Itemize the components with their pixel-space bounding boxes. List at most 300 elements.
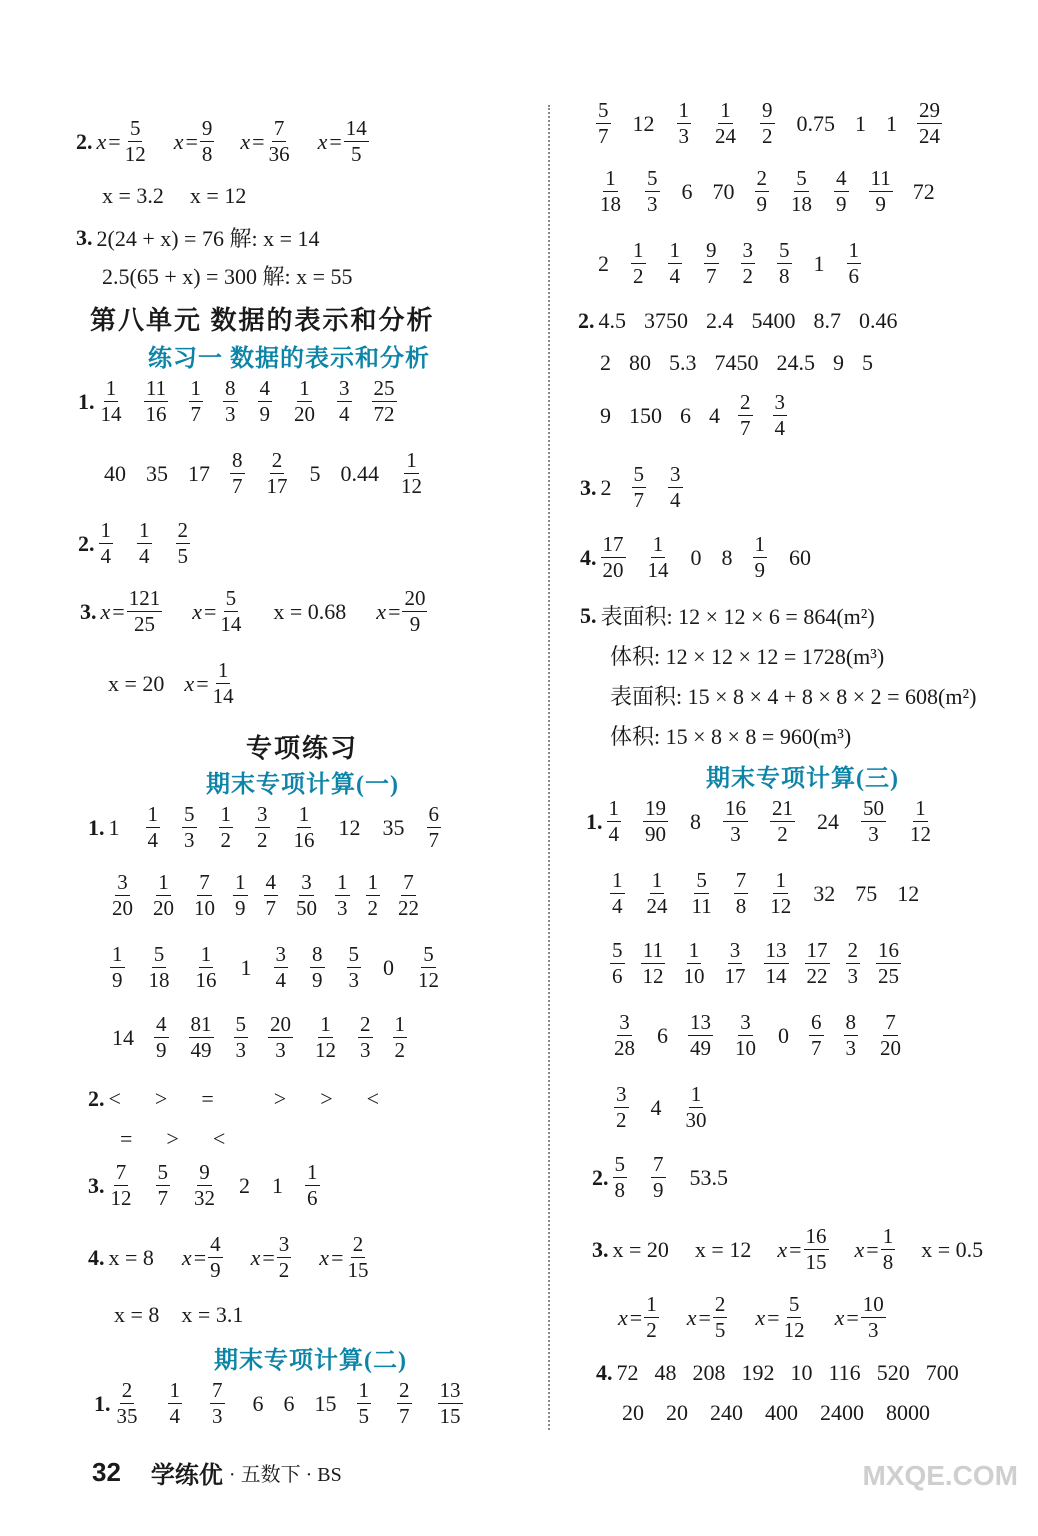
numerator: 1 [307, 1160, 318, 1184]
fraction [189, 1014, 214, 1061]
equals-sign: = [196, 670, 209, 696]
denominator: 10 [683, 964, 705, 988]
denominator: 9 [409, 612, 421, 636]
denominator: 6 [307, 1186, 318, 1210]
denominator: 3 [337, 896, 348, 920]
numerator: 1 [612, 868, 623, 892]
fraction [713, 100, 738, 147]
left-q3-row2 [102, 260, 371, 291]
denominator: 2 [616, 1108, 627, 1132]
answer-value: x = 12 [694, 1236, 752, 1262]
equals-sign: = [698, 1304, 711, 1330]
denominator: 6 [612, 964, 623, 988]
answer-value: x = 12 [189, 183, 247, 208]
equation-answer [240, 118, 291, 165]
question-number: 3. [580, 474, 597, 500]
denominator: 9 [836, 192, 847, 216]
numerator: 2 [360, 1012, 371, 1036]
brand-name: 学练优 [150, 1463, 223, 1489]
c1-q1-row4 [112, 1014, 427, 1061]
fraction [645, 870, 670, 917]
answer-value: 4 [709, 402, 720, 428]
answer-value: 0.46 [859, 308, 898, 333]
variable: x [240, 128, 251, 154]
answer-value: 70 [712, 178, 735, 204]
fraction [646, 534, 671, 581]
numerator: 14 [345, 116, 367, 140]
answer-value: 15 [314, 1390, 337, 1416]
numerator: 5 [647, 166, 658, 190]
numerator: 19 [645, 796, 666, 820]
denominator: 2 [646, 1318, 657, 1342]
numerator: 1 [367, 870, 378, 894]
fraction [110, 944, 125, 991]
answer-value: > [320, 1086, 333, 1111]
numerator: 8 [312, 942, 323, 966]
numerator: 3 [117, 870, 128, 894]
r-q5-line-4 [610, 720, 869, 751]
numerator: 3 [301, 870, 312, 894]
fraction [277, 1234, 292, 1281]
numerator: 1 [915, 796, 926, 820]
fraction [684, 1084, 709, 1131]
variable: x [100, 598, 111, 624]
denominator: 4 [774, 416, 785, 440]
fraction [755, 168, 770, 215]
denominator: 90 [645, 822, 666, 846]
c3-q4-row2 [622, 1400, 952, 1426]
numerator: 1 [608, 796, 619, 820]
equals-sign: = [866, 1236, 879, 1262]
numerator: 5 [788, 1292, 800, 1316]
fraction [210, 1380, 225, 1427]
denominator: 9 [112, 968, 123, 992]
page-footer [92, 1455, 342, 1490]
numerator: 5 [348, 942, 359, 966]
numerator: 1 [651, 868, 663, 892]
equals-sign: = [789, 1236, 802, 1262]
fraction [713, 1294, 728, 1341]
fraction [137, 520, 152, 567]
denominator: 36 [268, 142, 290, 166]
fraction [99, 378, 124, 425]
answer-value: x = 3.1 [181, 1302, 244, 1327]
denominator: 25 [133, 612, 155, 636]
denominator: 3 [845, 1036, 856, 1060]
fraction [704, 240, 719, 287]
numerator: 3 [774, 390, 785, 414]
numerator: 3 [616, 1082, 627, 1106]
equals-sign: = [262, 1244, 275, 1270]
denominator: 15 [347, 1258, 369, 1282]
numerator: 2 [271, 448, 283, 472]
c2-q1-row [94, 1380, 489, 1427]
fraction [601, 534, 626, 581]
answer-value: 1 [240, 954, 252, 980]
answer-value: 2(24 + x) = 76 解: x = 14 [96, 226, 320, 251]
numerator: 7 [212, 1378, 223, 1402]
numerator: 4 [210, 1232, 221, 1256]
answer-value: 3750 [644, 308, 688, 333]
u8-q1-row2 [104, 450, 442, 497]
question-number: 4. [596, 1360, 613, 1385]
variable: x [777, 1236, 788, 1262]
fraction [847, 240, 862, 287]
numerator: 3 [275, 942, 286, 966]
fraction [612, 1012, 637, 1059]
numerator: 5 [779, 238, 790, 262]
denominator: 7 [428, 828, 439, 852]
numerator: 20 [404, 586, 426, 610]
numerator: 1 [158, 870, 169, 894]
answer-value: > [273, 1086, 287, 1111]
numerator: 5 [225, 586, 237, 610]
equals-sign: = [112, 598, 125, 624]
denominator: 3 [225, 402, 236, 426]
numerator: 16 [878, 938, 899, 962]
fraction [358, 1014, 373, 1061]
denominator: 2 [633, 264, 644, 288]
denominator: 9 [259, 402, 270, 426]
fraction [804, 1226, 829, 1273]
numerator: 13 [765, 938, 787, 962]
denominator: 22 [806, 964, 828, 988]
fraction [366, 872, 381, 919]
fraction [645, 168, 660, 215]
fraction [230, 450, 245, 497]
numerator: 16 [725, 796, 746, 820]
denominator: 35 [116, 1404, 138, 1428]
denominator: 7 [811, 1036, 822, 1060]
numerator: 5 [157, 1160, 168, 1184]
question-number: 2. [592, 1164, 609, 1190]
c1-q1-row3 [110, 944, 459, 991]
equation-answer [182, 1234, 223, 1281]
r-q2-row3 [600, 392, 807, 439]
numerator: 2 [740, 390, 751, 414]
numerator: 13 [690, 1010, 711, 1034]
numerator: 4 [259, 376, 270, 400]
denominator: 10 [194, 896, 215, 920]
equals-sign: = [767, 1304, 780, 1330]
denominator: 18 [148, 968, 170, 992]
denominator: 2 [278, 1258, 290, 1282]
numerator: 3 [742, 238, 753, 262]
c3-q1-row5 [614, 1084, 727, 1131]
fraction [643, 798, 668, 845]
fraction [734, 870, 749, 917]
fraction [335, 872, 350, 919]
fraction [846, 940, 861, 987]
answer-value: = [120, 1126, 133, 1151]
answer-value: 6 [680, 402, 691, 428]
variable: x [250, 1244, 261, 1270]
denominator: 20 [880, 1036, 901, 1060]
fraction [396, 872, 421, 919]
numerator: 1 [100, 518, 111, 542]
fraction [438, 1380, 463, 1427]
equation-answer [174, 118, 215, 165]
answer-value: 4.5 [598, 308, 626, 333]
denominator: 2 [742, 264, 753, 288]
fraction [834, 168, 849, 215]
numerator: 1 [605, 166, 616, 190]
denominator: 8 [882, 1250, 894, 1274]
numerator: 5 [598, 98, 609, 122]
equals-sign: = [331, 1244, 344, 1270]
denominator: 20 [153, 896, 174, 920]
fraction [805, 940, 830, 987]
numerator: 1 [112, 942, 123, 966]
denominator: 9 [156, 1038, 167, 1062]
numerator: 5 [614, 1152, 625, 1176]
numerator: 8 [232, 448, 243, 472]
u8-q3-row2 [108, 660, 254, 707]
numerator: 1 [139, 518, 150, 542]
denominator: 12 [910, 822, 931, 846]
equation-answer [319, 1234, 370, 1281]
variable: x [184, 670, 195, 696]
numerator: 3 [670, 462, 681, 486]
numerator: 2 [399, 1378, 410, 1402]
numerator: 11 [145, 376, 167, 400]
denominator: 7 [232, 474, 243, 498]
denominator: 3 [868, 1318, 879, 1342]
fraction [690, 870, 714, 917]
numerator: 1 [337, 870, 348, 894]
fraction [357, 1380, 372, 1427]
numerator: 3 [257, 802, 268, 826]
numerator: 3 [339, 376, 350, 400]
denominator: 17 [266, 474, 288, 498]
denominator: 50 [296, 896, 317, 920]
variable: x [755, 1304, 766, 1330]
numerator: 2 [121, 1378, 133, 1402]
fraction [274, 944, 289, 991]
denominator: 14 [647, 558, 669, 582]
answer-value: 7450 [714, 350, 759, 375]
fraction [651, 1154, 666, 1201]
denominator: 7 [633, 488, 644, 512]
denominator: 10 [735, 1036, 756, 1060]
fraction [773, 392, 788, 439]
answer-value: 20 [622, 1400, 644, 1425]
denominator: 3 [868, 822, 879, 846]
answer-value: 0 [778, 1022, 789, 1048]
denominator: 5 [351, 142, 362, 166]
numerator: 1 [669, 238, 680, 262]
answer-value: 8000 [886, 1400, 930, 1425]
denominator: 18 [600, 192, 621, 216]
r-q4-row [580, 534, 829, 581]
numerator: 1 [200, 942, 212, 966]
denominator: 9 [210, 1258, 221, 1282]
fraction [313, 1014, 338, 1061]
fraction [192, 1162, 217, 1209]
fraction [294, 872, 319, 919]
c1-q2-row2 [120, 1126, 259, 1152]
numerator: 2 [177, 518, 188, 542]
equals-sign: = [629, 1304, 643, 1330]
denominator: 8 [614, 1178, 625, 1202]
denominator: 7 [157, 1186, 168, 1210]
numerator: 50 [863, 796, 884, 820]
answer-value: 0 [383, 954, 394, 980]
denominator: 15 [805, 1250, 827, 1274]
numerator: 3 [619, 1010, 630, 1034]
denominator: 9 [875, 192, 886, 216]
equation-answer [251, 1234, 292, 1281]
fraction [372, 378, 397, 425]
fraction [189, 378, 204, 425]
variable: x [319, 1244, 330, 1270]
fraction [123, 118, 148, 165]
denominator: 20 [294, 402, 315, 426]
numerator: 1 [690, 1082, 702, 1106]
fraction [268, 1014, 293, 1061]
numerator: 1 [646, 1292, 657, 1316]
c1-q1-row1 [88, 804, 459, 851]
series-label: · 五数下 · BS [228, 1464, 342, 1486]
question-number: 1. [94, 1390, 111, 1416]
numerator: 1 [235, 870, 246, 894]
fraction [668, 240, 683, 287]
c3-q4-row1 [596, 1360, 975, 1386]
answer-value: 0.75 [796, 110, 835, 136]
denominator: 8 [779, 264, 790, 288]
answer-value: 8 [721, 544, 733, 570]
fraction [192, 872, 217, 919]
denominator: 20 [112, 896, 133, 920]
denominator: 28 [614, 1036, 635, 1060]
numerator: 7 [885, 1010, 896, 1034]
equals-sign: = [193, 1244, 207, 1270]
answer-value: 35 [146, 460, 168, 486]
denominator: 4 [669, 264, 680, 288]
fraction [760, 100, 775, 147]
variable: x [173, 128, 184, 154]
calc1-title: 期末专项计算(一) [206, 772, 399, 798]
fraction [768, 870, 793, 917]
fraction [399, 450, 424, 497]
denominator: 20 [602, 558, 624, 582]
equation-answer [618, 1294, 659, 1341]
fraction [416, 944, 441, 991]
fraction [151, 872, 176, 919]
answer-value: 6 [657, 1022, 668, 1048]
numerator: 1 [220, 802, 231, 826]
numerator: 1 [688, 938, 700, 962]
special-title: 专项练习 [246, 734, 359, 763]
fraction [682, 940, 707, 987]
fraction [869, 168, 893, 215]
question-number: 1. [78, 388, 95, 414]
fraction [147, 944, 172, 991]
denominator: 14 [220, 612, 242, 636]
question-number: 1. [88, 814, 105, 840]
denominator: 4 [670, 488, 681, 512]
numerator: 1 [678, 98, 689, 122]
answer-value: 2 [600, 350, 611, 375]
answer-value: 2 [600, 474, 612, 500]
variable: x [192, 598, 202, 624]
fraction [264, 872, 279, 919]
fraction [211, 660, 236, 707]
answer-value: x = 8 [114, 1302, 160, 1327]
c3-q2-row [592, 1154, 746, 1201]
numerator: 9 [762, 98, 773, 122]
answer-value: > [154, 1086, 168, 1111]
answer-value: 0 [690, 544, 702, 570]
answer-value: 60 [789, 544, 811, 570]
numerator: 10 [862, 1292, 884, 1316]
equation-answer [192, 588, 243, 635]
denominator: 4 [275, 968, 286, 992]
fraction [427, 804, 442, 851]
denominator: 14 [100, 402, 122, 426]
answer-value: 9 [600, 402, 611, 428]
denominator: 7 [265, 896, 276, 920]
fraction [610, 870, 625, 917]
fraction [258, 378, 273, 425]
denominator: 15 [439, 1404, 461, 1428]
answer-value: 1 [108, 814, 120, 840]
answer-value: 表面积: 15 × 8 × 4 + 8 × 8 × 2 = 608(m²) [610, 684, 977, 709]
fraction [631, 240, 646, 287]
numerator: 1 [848, 238, 859, 262]
denominator: 11 [691, 894, 712, 918]
question-number: 3. [76, 224, 93, 250]
numerator: 7 [199, 870, 210, 894]
numerator: 3 [740, 1010, 751, 1034]
answer-value: 1 [272, 1172, 283, 1198]
question-number: 4. [580, 544, 597, 570]
answer-value: 12 [632, 110, 655, 136]
question-number: 3. [88, 1172, 105, 1198]
numerator: 5 [423, 942, 434, 966]
numerator: 5 [796, 166, 807, 190]
denominator: 30 [685, 1108, 707, 1132]
answer-value: 2400 [820, 1400, 864, 1425]
denominator: 7 [598, 124, 609, 148]
equals-sign: = [185, 128, 198, 154]
denominator: 2 [762, 124, 773, 148]
variable: x [618, 1304, 628, 1330]
denominator: 2 [394, 1038, 405, 1062]
numerator: 9 [706, 238, 717, 262]
answer-value: 150 [629, 402, 662, 428]
equals-sign: = [329, 128, 342, 154]
answer-value: 6 [252, 1390, 264, 1416]
answer-value: 53.5 [689, 1164, 728, 1190]
r-q5-line-3 [610, 680, 994, 711]
denominator: 7 [740, 416, 751, 440]
answer-value: 5 [309, 460, 321, 486]
fraction [861, 798, 886, 845]
column-divider [548, 105, 550, 1430]
numerator: 7 [273, 116, 285, 140]
denominator: 8 [201, 142, 213, 166]
answer-value: 5 [862, 350, 873, 375]
answer-value: 6 [283, 1390, 295, 1416]
numerator: 4 [156, 1012, 167, 1036]
c3-q1-row3 [610, 940, 917, 987]
numerator: 1 [358, 1378, 369, 1402]
denominator: 9 [653, 1178, 664, 1202]
answer-value: 2.5(65 + x) = 300 解: x = 55 [102, 264, 353, 289]
answer-value: 240 [710, 1400, 743, 1425]
fraction [614, 1084, 629, 1131]
